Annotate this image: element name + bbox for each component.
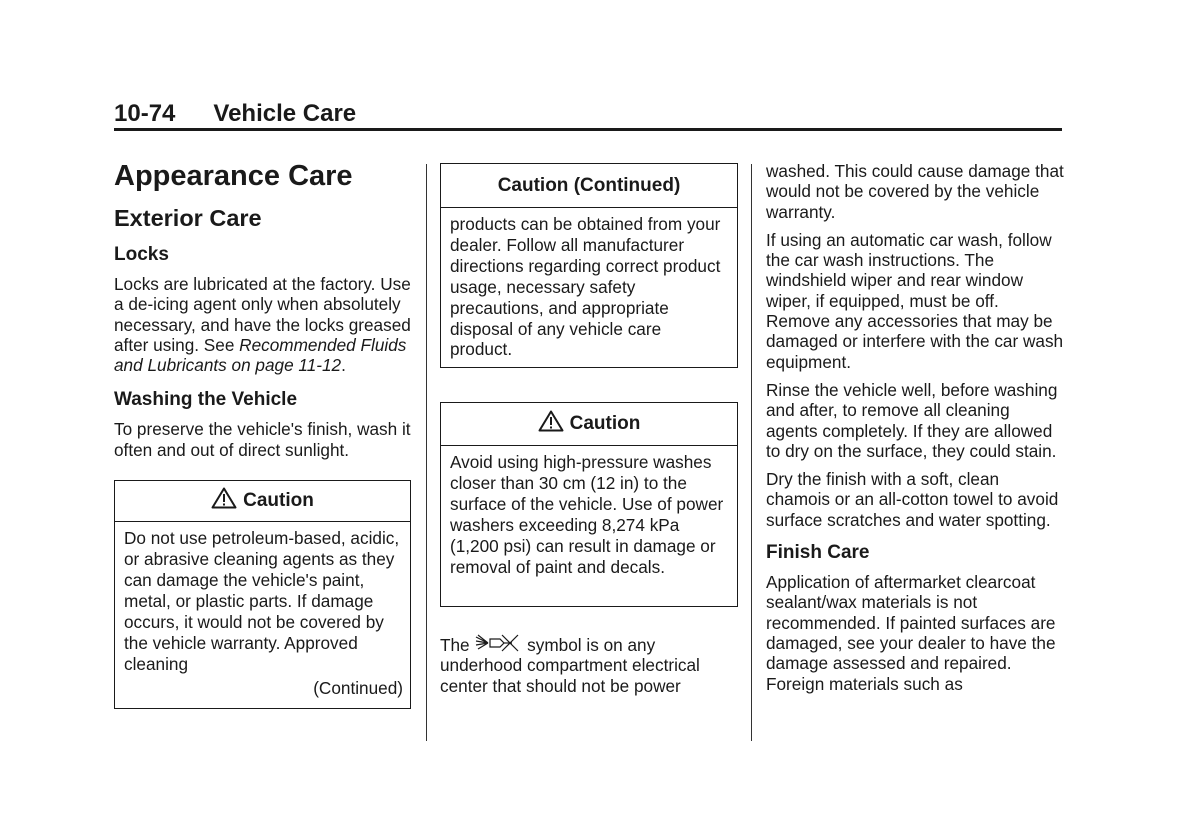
- column-divider: [426, 164, 427, 741]
- caution-continued-title: Caution (Continued): [441, 164, 737, 208]
- caution-body-2: Avoid using high-pressure washes closer than 30 cm (12 in) to the surface of the vehicle. Use of power washers exceeding 8,274 kPa (1,200 psi) can result in damage or removal of paint and decals.: [450, 452, 724, 577]
- locks-paragraph: Locks are lubricated at the factory. Use a de-icing agent only when absolutely necessary, and have the locks greased after using. See Recommended Fluids and Lubricants on page 11-12.: [114, 274, 411, 376]
- paragraph-1: washed. This could cause damage that would not be covered by the vehicle warranty.: [766, 161, 1064, 222]
- locks-heading: Locks: [114, 244, 169, 265]
- header-rule: [114, 128, 1062, 131]
- caution-body: Do not use petroleum-based, acidic, or abrasive cleaning agents as they can damage the vehicle's paint, metal, or plastic parts. If damage occurs, it would not be covered by the vehicle warranty. Approved cleaning (Continued): [124, 528, 403, 699]
- washing-heading: Washing the Vehicle: [114, 389, 298, 411]
- caution-box-2: [440, 402, 738, 607]
- symbol-paragraph: The symbol is on any underhood compartment electrical center that should not be power: [440, 635, 700, 696]
- caution-box: [114, 480, 411, 709]
- warning-triangle-icon: [538, 410, 564, 432]
- caution-continued-box: [440, 163, 738, 368]
- chapter-heading: Appearance Care: [114, 160, 353, 192]
- column-2: [440, 163, 738, 704]
- paragraph-4: Dry the finish with a soft, clean chamois or an all-cotton towel to avoid surface scratches and water spotting.: [766, 469, 1059, 530]
- column-divider: [751, 164, 752, 741]
- section-heading: Exterior Care: [114, 205, 262, 231]
- page-number: 10-74: [114, 100, 176, 127]
- page-header: [114, 100, 356, 128]
- column-3: [766, 161, 1066, 702]
- section-title: Vehicle Care: [213, 100, 357, 127]
- continued-label: (Continued): [313, 678, 403, 699]
- paragraph-2: If using an automatic car wash, follow the car wash instructions. The windshield wiper and rear window wiper, if equipped, must be off. Remove any accessories that may be damaged or interfere with the car wash equipment.: [766, 229, 1064, 372]
- warning-triangle-icon: [211, 487, 237, 509]
- caution-title: Caution: [115, 481, 410, 522]
- washing-paragraph: To preserve the vehicle's finish, wash it often and out of direct sunlight.: [114, 419, 411, 460]
- column-1: [114, 160, 414, 709]
- paragraph-5: Application of aftermarket clearcoat sealant/wax materials is not recommended. If painted surfaces are damaged, see your dealer to have the damage assessed and repaired. Foreign materials such as: [766, 572, 1056, 694]
- caution-continued-body: products can be obtained from your dealer. Follow all manufacturer directions regarding correct product usage, necessary safety precautions, and appropriate disposal of any vehicle care product.: [450, 214, 721, 360]
- caution-title-2: Caution: [441, 403, 737, 446]
- no-power-wash-icon: [474, 633, 522, 653]
- paragraph-3: Rinse the vehicle well, before washing and after, to remove all cleaning agents completely. If they are allowed to dry on the surface, they could stain.: [766, 379, 1058, 461]
- finish-care-heading: Finish Care: [766, 542, 870, 564]
- cross-reference-link[interactable]: Recommended Fluids and Lubricants on page 11-12: [114, 334, 407, 376]
